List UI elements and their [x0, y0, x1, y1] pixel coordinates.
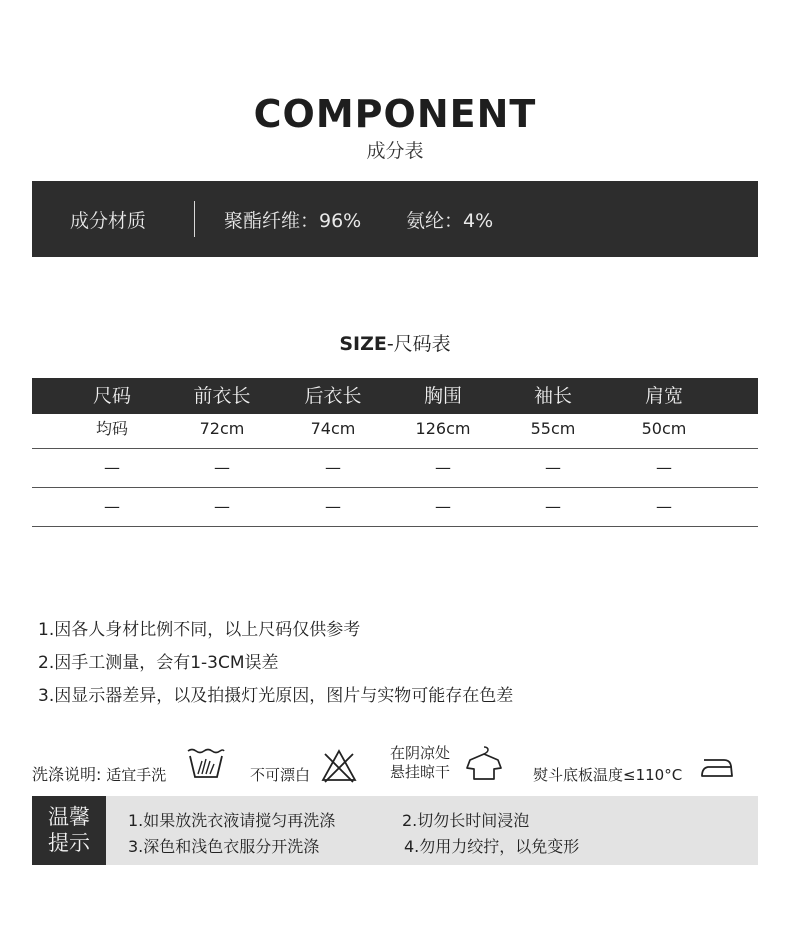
table-cell: —	[325, 458, 341, 477]
tip-item: 2.切勿长时间浸泡	[402, 811, 530, 830]
composition-bar	[32, 181, 758, 257]
table-cell: 74cm	[310, 419, 356, 438]
header-shoulder: 肩宽	[644, 385, 683, 407]
table-row	[32, 488, 758, 527]
care-hand-wash-text: 适宜手洗	[106, 766, 167, 784]
table-cell: 50cm	[641, 419, 687, 438]
iron-text: 熨斗底板温度≤110°C	[533, 766, 683, 784]
composition-label: 成分材质	[70, 210, 147, 232]
table-cell: —	[325, 497, 341, 516]
material-spandex: 氨纶：4%	[406, 210, 494, 232]
table-cell: —	[104, 458, 120, 477]
size-table-header	[32, 378, 758, 414]
care-title: 洗涤说明:	[32, 765, 102, 784]
table-cell: —	[214, 458, 230, 477]
table-cell: —	[656, 458, 672, 477]
header-size: 尺码	[92, 385, 131, 407]
material-polyester: 聚酯纤维：96%	[224, 210, 362, 232]
size-table	[32, 378, 758, 527]
hang-dry-text	[390, 744, 450, 782]
note-item: 2.因手工测量，会有1-3CM误差	[38, 653, 279, 673]
hand-wash-icon	[186, 747, 226, 781]
component-subtitle: 成分表	[366, 140, 424, 162]
iron-icon	[700, 756, 734, 780]
size-title	[0, 329, 790, 356]
no-bleach-text: 不可漂白	[250, 766, 311, 784]
tips-label-line1: 温馨	[48, 805, 90, 829]
header-front-length: 前衣长	[193, 385, 251, 407]
header-sleeve: 袖长	[533, 385, 572, 407]
tip-item: 3.深色和浅色衣服分开洗涤	[128, 837, 320, 856]
hang-dry-icon	[464, 744, 504, 782]
table-row	[32, 414, 758, 449]
tip-item: 4.勿用力绞拧，以免变形	[404, 837, 580, 856]
table-cell: 72cm	[199, 419, 245, 438]
table-cell: 126cm	[415, 419, 471, 438]
table-cell: —	[545, 497, 561, 516]
table-cell: 55cm	[530, 419, 576, 438]
table-cell: —	[545, 458, 561, 477]
table-cell: —	[656, 497, 672, 516]
tips-box	[32, 796, 758, 865]
tips-label-line2: 提示	[48, 831, 90, 855]
hang-dry-text-line1: 在阴凉处	[390, 744, 451, 762]
header-chest: 胸围	[423, 385, 462, 407]
note-item: 1.因各人身材比例不同，以上尺码仅供参考	[38, 620, 361, 640]
table-cell: 均码	[95, 419, 128, 438]
size-notes	[38, 616, 513, 715]
table-cell: —	[214, 497, 230, 516]
size-title-rest: -尺码表	[386, 333, 451, 355]
component-title: COMPONENT	[253, 92, 537, 136]
composition-divider	[194, 201, 195, 237]
header-back-length: 后衣长	[304, 385, 362, 407]
table-cell: —	[104, 497, 120, 516]
tip-item: 1.如果放洗衣液请搅匀再洗涤	[128, 811, 336, 830]
note-item: 3.因显示器差异，以及拍摄灯光原因，图片与实物可能存在色差	[38, 686, 514, 706]
tips-label	[32, 796, 106, 865]
size-title-bold: SIZE	[339, 333, 387, 355]
care-label	[32, 762, 166, 785]
hang-dry-text-line2: 悬挂晾干	[390, 763, 451, 781]
no-bleach-icon	[320, 748, 358, 784]
table-cell: —	[435, 458, 451, 477]
table-row	[32, 449, 758, 488]
table-cell: —	[435, 497, 451, 516]
